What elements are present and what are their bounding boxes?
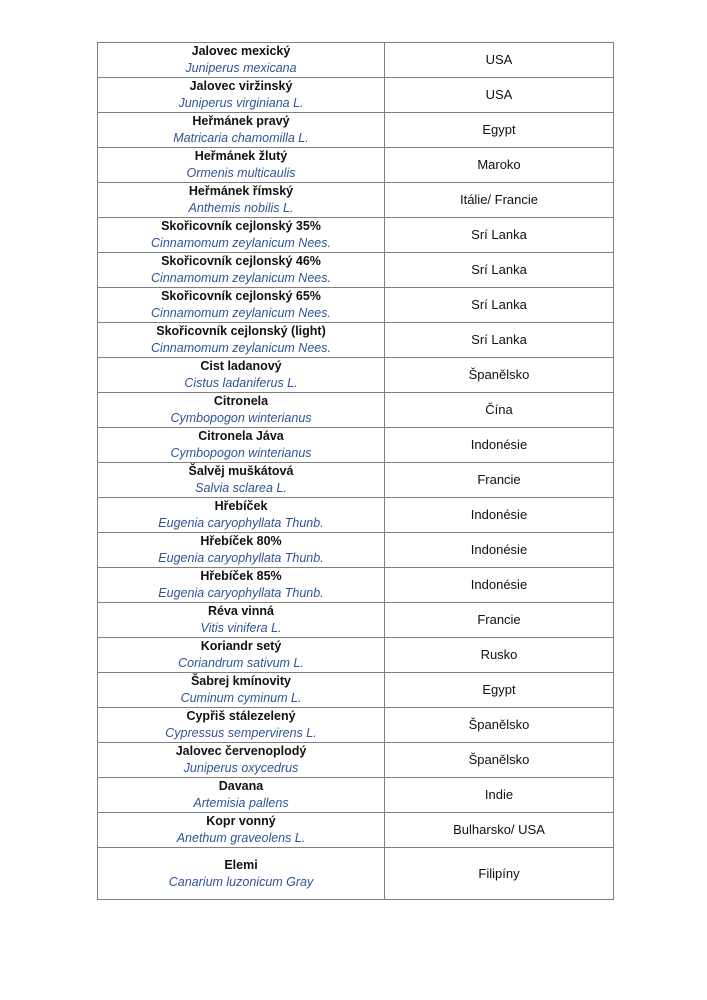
plant-name-cell	[98, 113, 385, 148]
country-of-origin: Srí Lanka	[471, 227, 527, 242]
latin-name: Cypressus sempervirens L.	[165, 726, 317, 740]
country-of-origin: Srí Lanka	[471, 262, 527, 277]
country-of-origin: USA	[485, 52, 513, 67]
czech-name: Skořicovník cejlonský (light)	[156, 324, 326, 338]
country-cell	[385, 393, 614, 428]
latin-name: Cuminum cyminum L.	[180, 691, 302, 705]
czech-name: Davana	[218, 779, 264, 793]
latin-name: Salvia sclarea L.	[195, 481, 287, 495]
czech-name: Cist ladanový	[200, 359, 282, 373]
table-row	[98, 183, 614, 218]
country-of-origin: Egypt	[482, 122, 516, 137]
czech-name: Jalovec mexický	[191, 44, 291, 58]
czech-name: Skořicovník cejlonský 35%	[161, 219, 321, 233]
czech-name: Citronela Jáva	[198, 429, 284, 443]
latin-name: Matricaria chamomilla L.	[173, 131, 309, 145]
plant-name-cell	[98, 743, 385, 778]
country-of-origin: Egypt	[482, 682, 516, 697]
plant-name-cell	[98, 463, 385, 498]
plant-name-cell	[98, 638, 385, 673]
plant-name-cell	[98, 708, 385, 743]
table-row	[98, 673, 614, 708]
table-row	[98, 393, 614, 428]
country-cell	[385, 673, 614, 708]
latin-name: Cinnamomum zeylanicum Nees.	[151, 306, 331, 320]
country-cell	[385, 218, 614, 253]
country-of-origin: Indie	[484, 787, 514, 802]
plant-name-cell	[98, 218, 385, 253]
czech-name: Šalvěj muškátová	[188, 464, 294, 478]
table-row	[98, 428, 614, 463]
latin-name: Eugenia caryophyllata Thunb.	[158, 516, 324, 530]
latin-name: Cymbopogon winterianus	[170, 411, 312, 425]
country-cell	[385, 113, 614, 148]
country-of-origin: Španělsko	[468, 717, 530, 732]
country-of-origin: Indonésie	[470, 507, 528, 522]
plant-name-cell	[98, 78, 385, 113]
czech-name: Kopr vonný	[206, 814, 276, 828]
country-of-origin: Srí Lanka	[471, 332, 527, 347]
country-cell	[385, 813, 614, 848]
country-cell	[385, 358, 614, 393]
country-cell	[385, 183, 614, 218]
country-of-origin: Itálie/ Francie	[459, 192, 539, 207]
table-row	[98, 848, 614, 900]
plant-name-cell	[98, 568, 385, 603]
country-of-origin: Indonésie	[470, 577, 528, 592]
latin-name: Cymbopogon winterianus	[170, 446, 312, 460]
country-of-origin: Srí Lanka	[471, 297, 527, 312]
plant-name-cell	[98, 603, 385, 638]
country-cell	[385, 498, 614, 533]
czech-name: Heřmánek žlutý	[194, 149, 288, 163]
table-row	[98, 288, 614, 323]
plant-name-cell	[98, 323, 385, 358]
country-cell	[385, 778, 614, 813]
table-row	[98, 778, 614, 813]
table-row	[98, 148, 614, 183]
country-of-origin: Indonésie	[470, 437, 528, 452]
czech-name: Hřebíček 80%	[200, 534, 282, 548]
country-cell	[385, 43, 614, 78]
plant-name-cell	[98, 148, 385, 183]
czech-name: Cypřiš stálezelený	[186, 709, 296, 723]
czech-name: Šabrej kmínovity	[190, 674, 292, 688]
table-row	[98, 358, 614, 393]
plant-name-cell	[98, 533, 385, 568]
latin-name: Cinnamomum zeylanicum Nees.	[151, 271, 331, 285]
czech-name: Elemi	[224, 857, 258, 872]
latin-name: Eugenia caryophyllata Thunb.	[158, 586, 324, 600]
country-cell	[385, 463, 614, 498]
country-of-origin: Španělsko	[468, 752, 530, 767]
czech-name: Heřmánek římský	[188, 184, 294, 198]
czech-name: Hřebíček 85%	[200, 569, 282, 583]
table-row	[98, 603, 614, 638]
czech-name: Jalovec viržinský	[189, 79, 293, 93]
latin-name: Cinnamomum zeylanicum Nees.	[151, 236, 331, 250]
country-cell	[385, 428, 614, 463]
latin-name: Artemisia pallens	[193, 796, 289, 810]
table-row	[98, 743, 614, 778]
table-row	[98, 708, 614, 743]
table-row	[98, 813, 614, 848]
latin-name: Vitis vinifera L.	[200, 621, 282, 635]
plant-name-cell	[98, 813, 385, 848]
table-row	[98, 218, 614, 253]
country-cell	[385, 148, 614, 183]
table-row	[98, 638, 614, 673]
latin-name: Juniperus oxycedrus	[183, 761, 299, 775]
species-table	[97, 42, 614, 900]
table-row	[98, 43, 614, 78]
country-of-origin: Maroko	[477, 157, 521, 172]
country-of-origin: Čína	[485, 402, 513, 417]
country-cell	[385, 708, 614, 743]
latin-name: Coriandrum sativum L.	[178, 656, 304, 670]
country-cell	[385, 743, 614, 778]
latin-name: Juniperus virginiana L.	[178, 96, 304, 110]
country-of-origin: Filipíny	[478, 865, 520, 881]
plant-name-cell	[98, 778, 385, 813]
country-cell	[385, 603, 614, 638]
country-cell	[385, 533, 614, 568]
plant-name-cell	[98, 288, 385, 323]
plant-name-cell	[98, 498, 385, 533]
czech-name: Skořicovník cejlonský 65%	[161, 289, 321, 303]
latin-name: Anthemis nobilis L.	[188, 201, 294, 215]
table-row	[98, 533, 614, 568]
country-of-origin: Francie	[477, 612, 521, 627]
czech-name: Réva vinná	[207, 604, 274, 618]
country-of-origin: Rusko	[480, 647, 518, 662]
species-table-body	[98, 43, 614, 900]
latin-name: Cinnamomum zeylanicum Nees.	[151, 341, 331, 355]
czech-name: Citronela	[213, 394, 269, 408]
table-row	[98, 253, 614, 288]
plant-name-cell	[98, 428, 385, 463]
table-row	[98, 463, 614, 498]
latin-name: Anethum graveolens L.	[176, 831, 306, 845]
latin-name: Eugenia caryophyllata Thunb.	[158, 551, 324, 565]
latin-name: Juniperus mexicana	[185, 61, 297, 75]
plant-name-cell	[98, 358, 385, 393]
plant-name-cell	[98, 183, 385, 218]
country-of-origin: Indonésie	[470, 542, 528, 557]
country-cell	[385, 568, 614, 603]
country-of-origin: Bulharsko/ USA	[453, 822, 545, 837]
country-cell	[385, 78, 614, 113]
plant-name-cell	[98, 43, 385, 78]
table-row	[98, 498, 614, 533]
czech-name: Jalovec červenoplodý	[175, 744, 307, 758]
table-row	[98, 113, 614, 148]
table-row	[98, 323, 614, 358]
plant-name-cell	[98, 848, 385, 900]
czech-name: Hřebíček	[214, 499, 268, 513]
plant-name-cell	[98, 673, 385, 708]
country-of-origin: USA	[485, 87, 513, 102]
country-cell	[385, 253, 614, 288]
plant-name-cell	[98, 253, 385, 288]
country-cell	[385, 323, 614, 358]
czech-name: Skořicovník cejlonský 46%	[161, 254, 321, 268]
czech-name: Heřmánek pravý	[192, 114, 290, 128]
country-cell	[385, 848, 614, 900]
czech-name: Koriandr setý	[200, 639, 282, 653]
latin-name: Canarium luzonicum Gray	[168, 874, 314, 889]
country-of-origin: Francie	[477, 472, 521, 487]
country-cell	[385, 638, 614, 673]
plant-name-cell	[98, 393, 385, 428]
country-cell	[385, 288, 614, 323]
latin-name: Cistus ladaniferus L.	[184, 376, 298, 390]
country-of-origin: Španělsko	[468, 367, 530, 382]
table-row	[98, 78, 614, 113]
table-row	[98, 568, 614, 603]
latin-name: Ormenis multicaulis	[186, 166, 296, 180]
